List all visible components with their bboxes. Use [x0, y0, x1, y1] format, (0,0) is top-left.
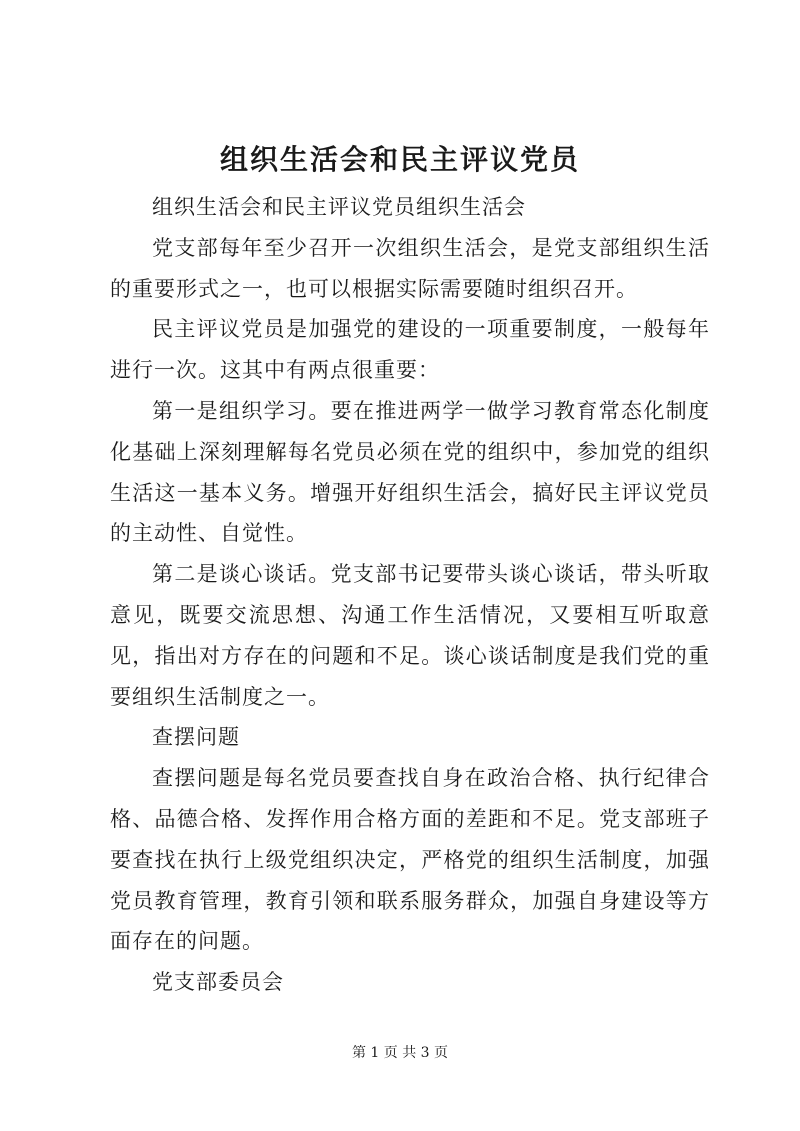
section-heading-problems: 查摆问题 [152, 725, 240, 750]
document-body [110, 187, 710, 1003]
document-title: 组织生活会和民主评议党员 [219, 143, 580, 176]
paragraph-subtitle: 组织生活会和民主评议党员组织生活会 [152, 195, 526, 219]
paragraph-democratic-review: 民主评议党员是加强党的建设的一项重要制度，一般每年进行一次。这其中有两点很重要： [110, 317, 710, 383]
paragraph-first-study: 第一是组织学习。要在推进两学一做学习教育常态化制度化基础上深刻理解每名党员必须在党的组织中，参加党的组织生活这一基本义务。增强开好组织生活会，搞好民主评议党员的主动性、自觉性。 [110, 398, 710, 546]
paragraph-meeting-frequency: 党支部每年至少召开一次组织生活会，是党支部组织生活的重要形式之一，也可以根据实际需要随时组织召开。 [110, 235, 710, 301]
paragraph-problems: 查摆问题是每名党员要查找自身在政治合格、执行纪律合格、品德合格、发挥作用合格方面的差距和不足。党支部班子要查找在执行上级党组织决定，严格党的组织生活制度，加强党员教育管理，教育引领和联系服务群众，加强自身建设等方面存在的问题。 [110, 766, 710, 954]
page-number-footer: 第 1 页 共 3 页 [351, 1045, 449, 1061]
paragraph-second-talks: 第二是谈心谈话。党支部书记要带头谈心谈话，带头听取意见，既要交流思想、沟通工作生活情况，又要相互听取意见，指出对方存在的问题和不足。谈心谈话制度是我们党的重要组织生活制度之一。 [110, 562, 710, 709]
section-heading-committee: 党支部委员会 [152, 970, 284, 995]
